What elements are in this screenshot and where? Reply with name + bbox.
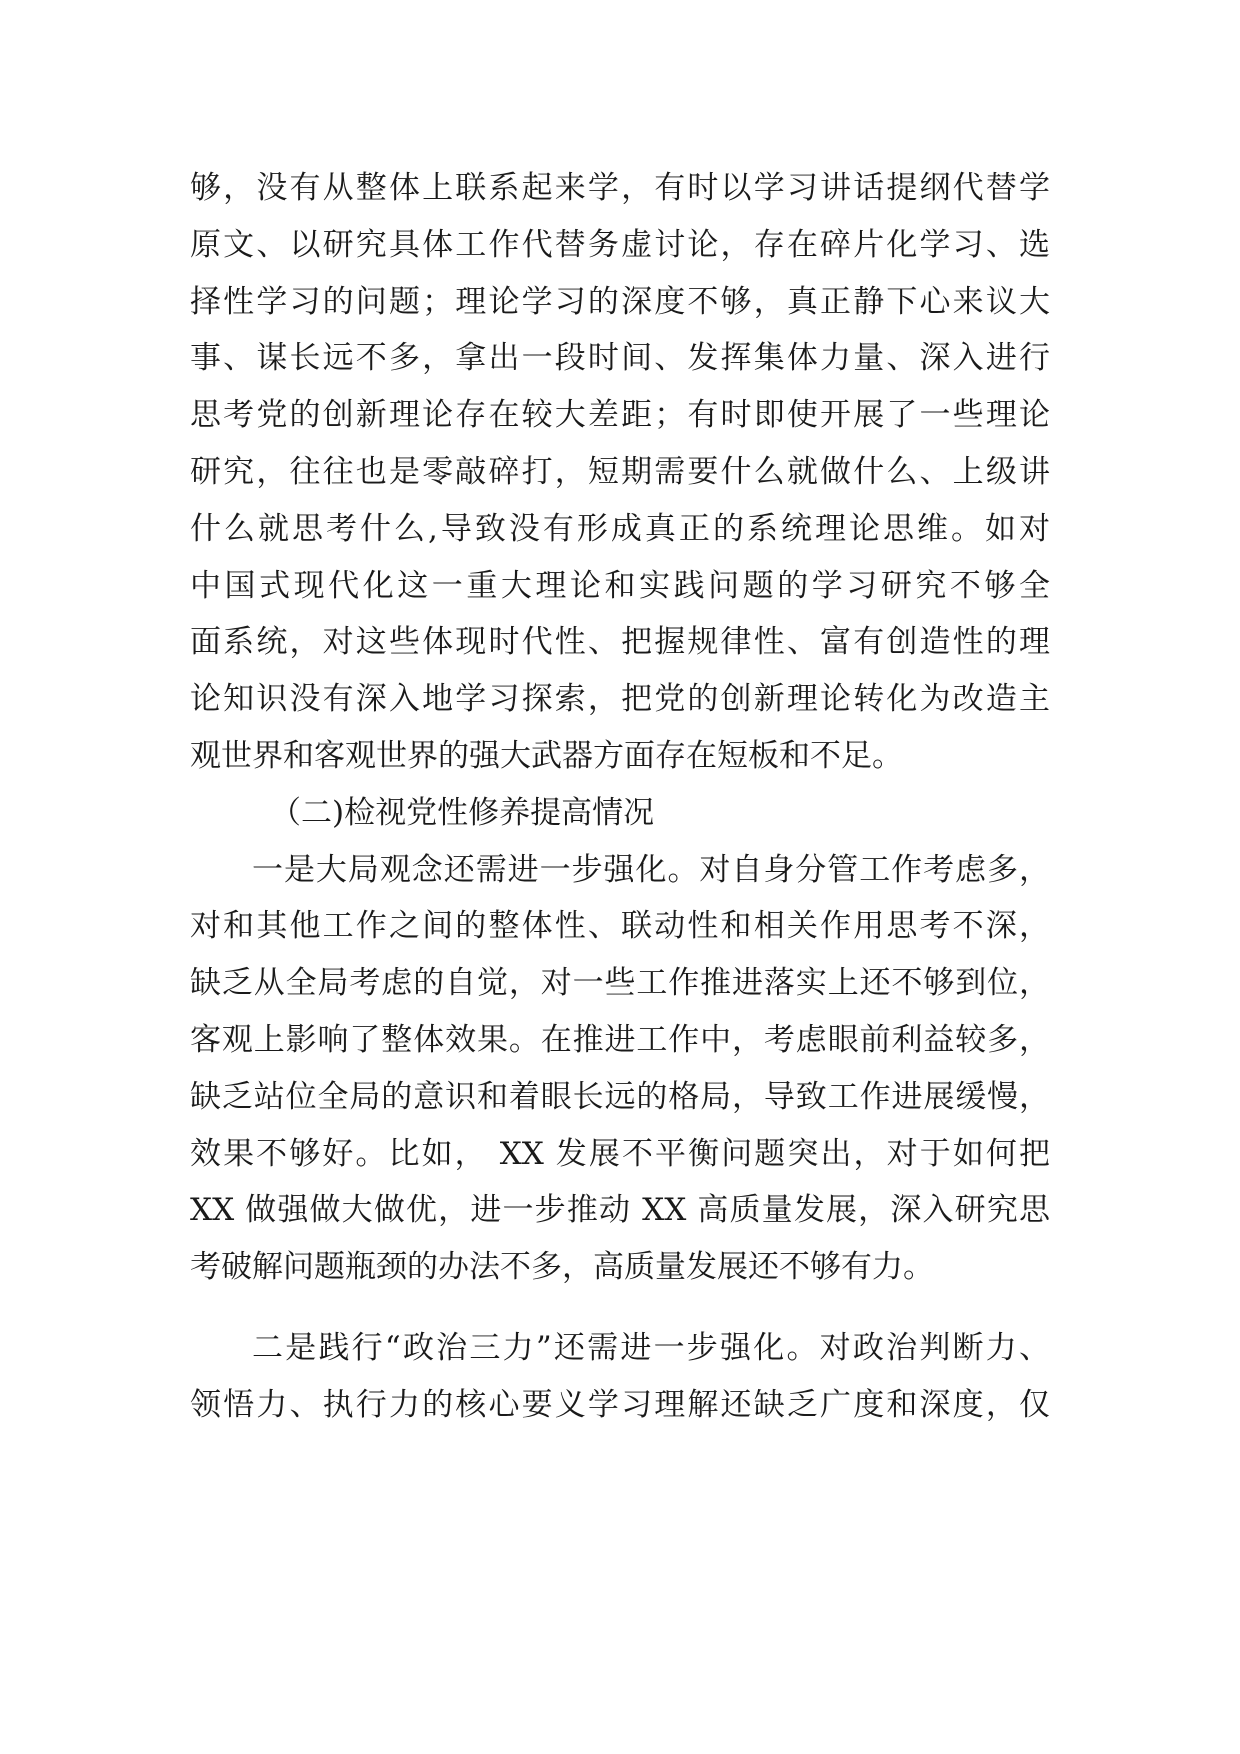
text-line: 缺乏从全局考虑的自觉，对一些工作推进落实上还不够到位，	[190, 965, 1050, 1002]
section-heading: （二)检视党性修养提高情况	[270, 794, 655, 831]
text-line: 领悟力、执行力的核心要义学习理解还缺乏广度和深度，仅	[190, 1386, 1050, 1423]
text-line: 论知识没有深入地学习探索，把党的创新理论转化为改造主	[190, 681, 1050, 718]
text-line: 事、谋长远不多，拿出一段时间、发挥集体力量、深入进行	[190, 340, 1050, 377]
text-line: 缺乏站位全局的意识和着眼长远的格局，导致工作进展缓慢，	[190, 1078, 1050, 1115]
text-line: 择性学习的问题；理论学习的深度不够，真正静下心来议大	[190, 283, 1050, 320]
text-line: 观世界和客观世界的强大武器方面存在短板和不足。	[190, 737, 903, 774]
text-line: 什么就思考什么,导致没有形成真正的系统理论思维。如对	[190, 510, 1050, 547]
text-line: 效果不够好。比如， XX 发展不平衡问题突出，对于如何把	[190, 1135, 1050, 1172]
text-line: 中国式现代化这一重大理论和实践问题的学习研究不够全	[190, 567, 1050, 604]
paragraph-overall-view	[190, 842, 1050, 1296]
text-line: 考破解问题瓶颈的办法不多，高质量发展还不够有力。	[190, 1249, 934, 1286]
text-line: 面系统，对这些体现时代性、把握规律性、富有创造性的理	[190, 624, 1050, 661]
document-body	[190, 160, 1050, 1434]
text-line: 二是践行“政治三力”还需进一步强化。对政治判断力、	[252, 1329, 1050, 1366]
text-line: XX 做强做大做优，进一步推动 XX 高质量发展，深入研究思	[190, 1192, 1050, 1229]
text-line: 客观上影响了整体效果。在推进工作中，考虑眼前利益较多，	[190, 1021, 1050, 1058]
text-line: 思考党的创新理论存在较大差距；有时即使开展了一些理论	[190, 397, 1050, 434]
text-line: 一是大局观念还需进一步强化。对自身分管工作考虑多，	[252, 851, 1050, 888]
paragraph-political-abilities	[190, 1320, 1050, 1434]
text-line: 够，没有从整体上联系起来学，有时以学习讲话提纲代替学	[190, 170, 1050, 206]
text-line: 原文、以研究具体工作代替务虚讨论，存在碎片化学习、选	[190, 226, 1050, 263]
paragraph-gap	[190, 1296, 1050, 1320]
text-line: 对和其他工作之间的整体性、联动性和相关作用思考不深，	[190, 908, 1050, 945]
paragraph-theory-study	[190, 160, 1050, 785]
text-line: 研究，往往也是零敲碎打，短期需要什么就做什么、上级讲	[190, 453, 1050, 490]
